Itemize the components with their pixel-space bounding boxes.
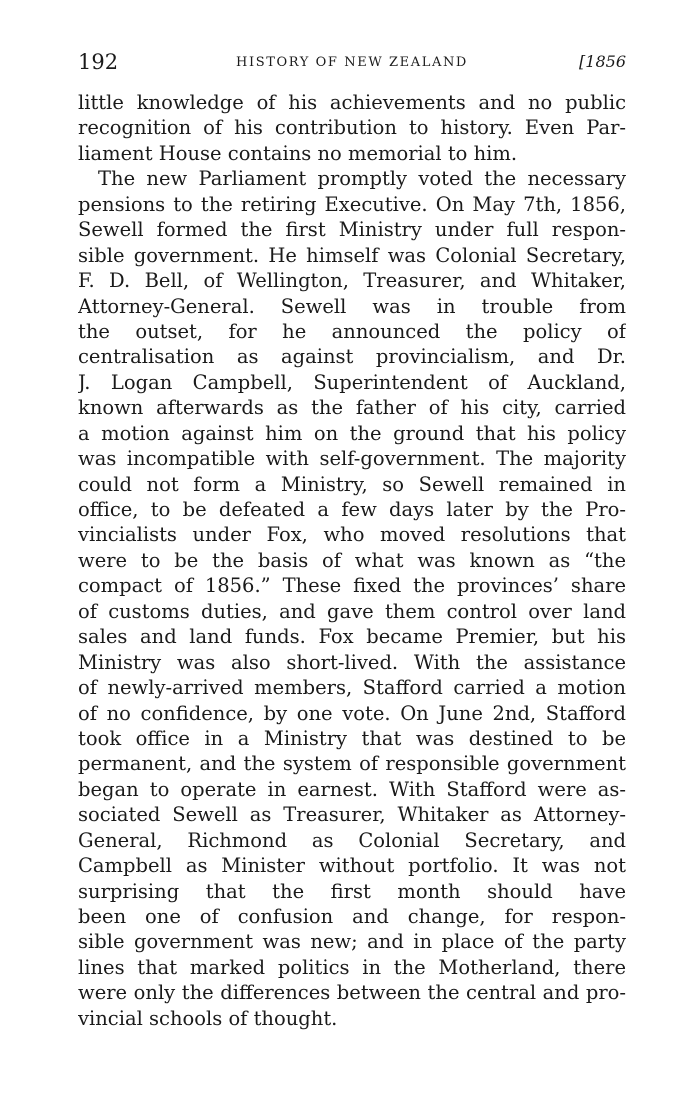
text-line: sible government. He himself was Colonial Secretary, bbox=[78, 243, 626, 267]
running-year: [1856 bbox=[579, 52, 626, 71]
text-line: the outset, for he announced the policy of bbox=[78, 319, 626, 343]
text-line: pensions to the retiring Executive. On May 7th, 1856, bbox=[78, 192, 626, 216]
text-line: sales and land funds. Fox became Premier, but his bbox=[78, 625, 626, 649]
text-line: took office in a Ministry that was destined to be bbox=[78, 726, 626, 750]
text-line: F. D. Bell, of Wellington, Treasurer, and Whitaker, bbox=[78, 269, 626, 293]
text-line: surprising that the first month should have bbox=[78, 879, 626, 903]
page-number: 192 bbox=[78, 50, 119, 74]
paragraph-first-line: The new Parliament promptly voted the necessary bbox=[98, 167, 626, 191]
text-line: been one of confusion and change, for respon- bbox=[78, 905, 626, 928]
text-line: of customs duties, and gave them control over land bbox=[78, 599, 626, 623]
running-head bbox=[78, 48, 626, 76]
text-line: sociated Sewell as Treasurer, Whitaker as Attorney- bbox=[78, 803, 626, 827]
text-line: could not form a Ministry, so Sewell remained in bbox=[78, 472, 626, 496]
text-line: liament House contains no memorial to him. bbox=[78, 141, 518, 165]
text-line: were to be the basis of what was known as “the bbox=[78, 548, 626, 572]
text-line: were only the differences between the central and pro- bbox=[78, 981, 626, 1005]
text-line: began to operate in earnest. With Stafford were as- bbox=[78, 777, 626, 801]
text-line: Campbell as Minister without portfolio. It was not bbox=[78, 854, 626, 878]
text-line: a motion against him on the ground that his policy bbox=[78, 421, 626, 445]
text-line: General, Richmond as Colonial Secretary, and bbox=[78, 828, 626, 852]
text-line: centralisation as against provincialism, and Dr. bbox=[78, 345, 626, 369]
text-line: little knowledge of his achievements and no public bbox=[78, 91, 626, 114]
text-line: vincial schools of thought. bbox=[78, 1006, 338, 1030]
text-line: office, to be defeated a few days later by the Pro- bbox=[78, 498, 626, 521]
text-line: Sewell formed the first Ministry under full respon- bbox=[78, 218, 626, 242]
text-line: known afterwards as the father of his city, carried bbox=[78, 396, 626, 420]
text-line: Attorney-General. Sewell was in trouble from bbox=[78, 294, 626, 318]
text-line: vincialists under Fox, who moved resolutions that bbox=[78, 523, 626, 547]
text-line: permanent, and the system of responsible government bbox=[78, 752, 626, 776]
text-line: compact of 1856.” These fixed the provinces’ share bbox=[78, 574, 626, 598]
text-line: of no confidence, by one vote. On June 2nd, Stafford bbox=[78, 701, 626, 725]
text-line: J. Logan Campbell, Superintendent of Auckland, bbox=[78, 370, 626, 394]
text-line: lines that marked politics in the Motherland, there bbox=[78, 955, 626, 979]
text-line: of newly-arrived members, Stafford carried a motion bbox=[78, 676, 626, 700]
text-line: recognition of his contribution to history. Even Par- bbox=[78, 116, 626, 140]
body-text bbox=[78, 90, 626, 1031]
text-line: sible government was new; and in place of the party bbox=[78, 930, 626, 954]
text-line: Ministry was also short-lived. With the assistance bbox=[78, 650, 626, 674]
running-title: HISTORY OF NEW ZEALAND bbox=[236, 55, 468, 70]
text-line: was incompatible with self-government. The majority bbox=[78, 447, 626, 471]
